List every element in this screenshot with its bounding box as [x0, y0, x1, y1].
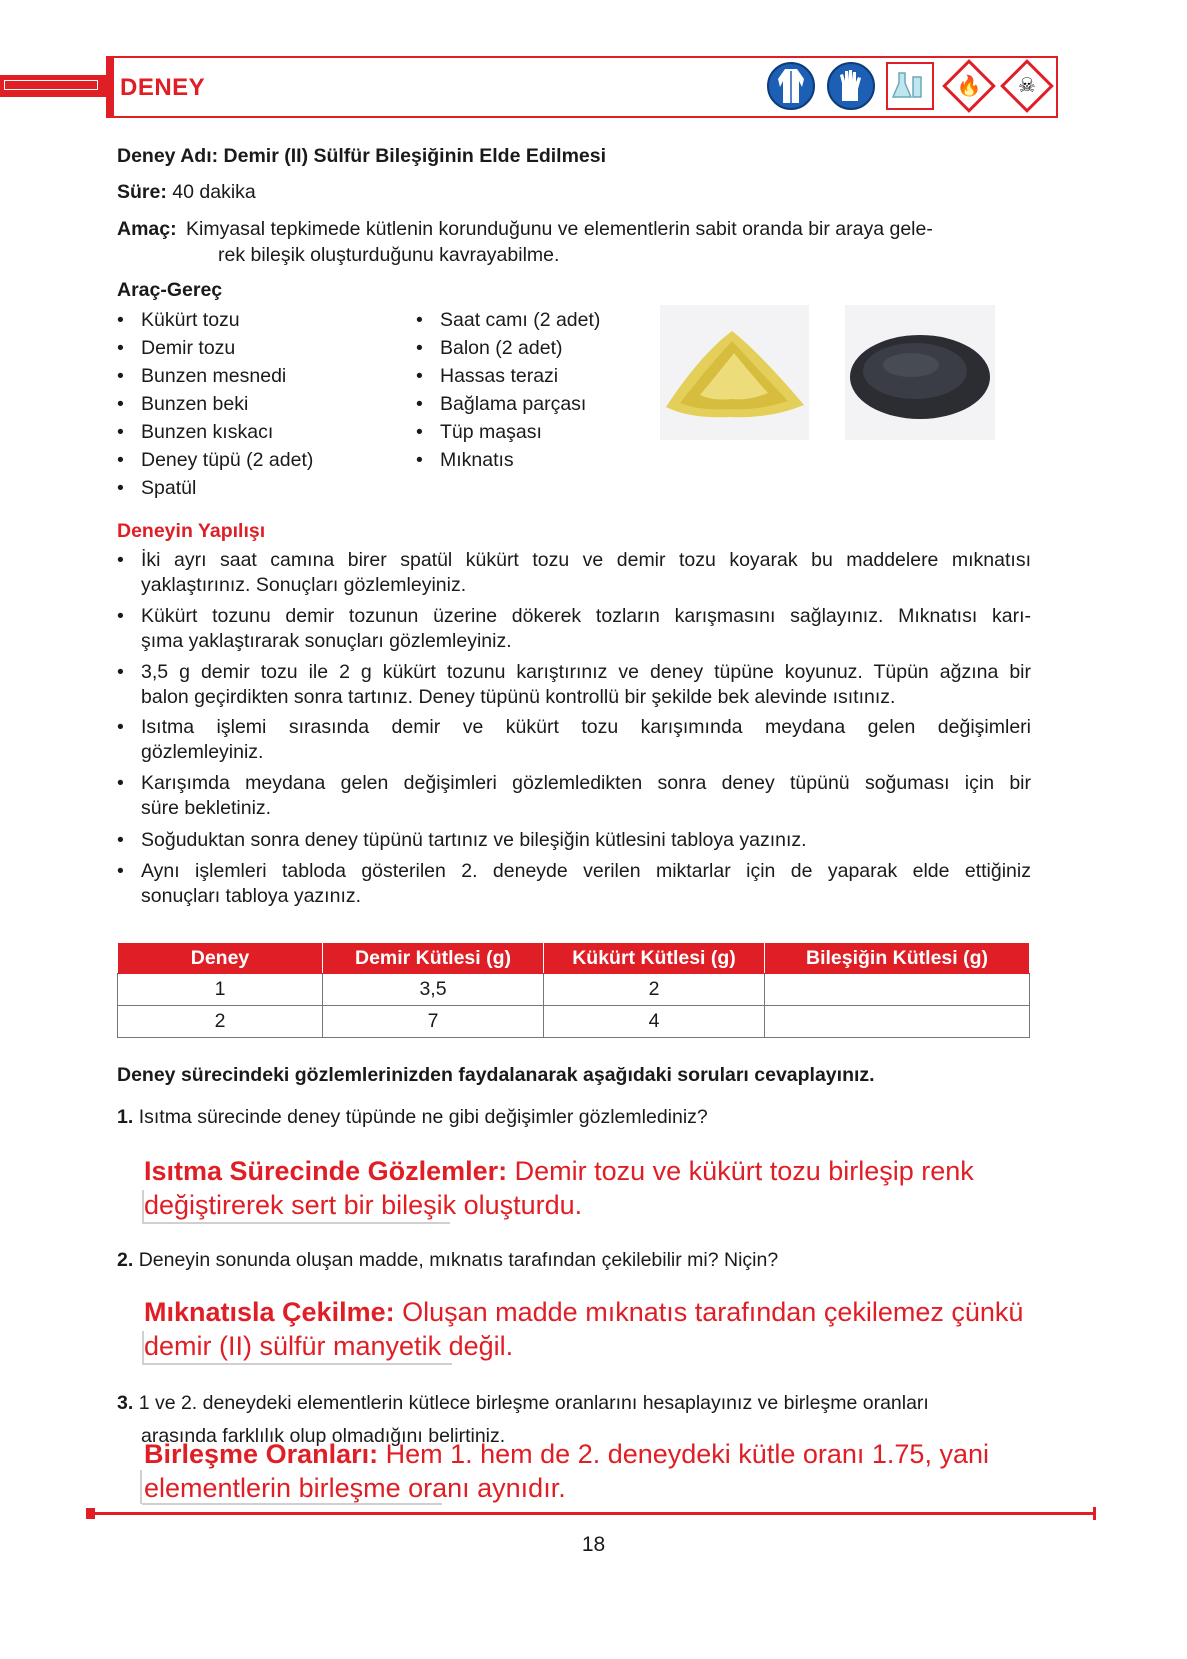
table-cell: 2: [544, 974, 765, 1006]
bullet: •: [416, 393, 423, 415]
page-number: 18: [581, 1533, 606, 1556]
bullet: •: [416, 365, 423, 387]
procedure-step-text: Aynı işlemleri tabloda gösterilen 2. deneyde verilen miktarlar için de yaparak elde ettiğiniz: [141, 860, 1031, 882]
bullet: •: [416, 309, 423, 331]
answer-label: Birleşme Oranları:: [144, 1439, 379, 1469]
list-item-label: Deney tüpü (2 adet): [141, 449, 314, 471]
question-1: [117, 1104, 708, 1130]
answer-label: Mıknatısla Çekilme:: [144, 1297, 395, 1327]
table-cell: 3,5: [323, 974, 544, 1006]
question-text: 1 ve 2. deneydeki elementlerin kütlece birleşme oranlarını hesaplayınız ve birleşme oranları: [138, 1392, 929, 1414]
question-number: 3.: [117, 1392, 134, 1414]
bullet: •: [117, 860, 124, 882]
list-item-label: Bunzen beki: [141, 393, 249, 415]
procedure-step-text: Isıtma işlemi sırasında demir ve kükürt tozu karışımında meydana gelen değişimleri: [141, 716, 1031, 738]
procedure-step: [117, 604, 1031, 654]
procedure-step: [117, 660, 1031, 710]
bullet: •: [117, 449, 124, 471]
table-header-row: [118, 943, 1030, 974]
answer-label: Isıtma Sürecinde Gözlemler:: [144, 1156, 508, 1186]
flammable-icon: 🔥: [945, 62, 993, 110]
table-cell: 2: [118, 1006, 323, 1038]
answer-underline: [142, 1363, 452, 1365]
table-header-cell: Demir Kütlesi (g): [323, 943, 544, 974]
table-header-cell: Bileşiğin Kütlesi (g): [765, 943, 1030, 974]
list-item-label: Saat camı (2 adet): [440, 309, 601, 331]
procedure-step: [117, 548, 1031, 598]
procedure-step-text: 3,5 g demir tozu ile 2 g kükürt tozunu karıştırınız ve deney tüpüne koyunuz. Tüpün ağzına bir: [141, 661, 1031, 683]
list-item-label: Bunzen kıskacı: [141, 421, 274, 443]
bullet: •: [416, 449, 423, 471]
duration-value: 40 dakika: [172, 181, 256, 203]
answer-3: [144, 1437, 989, 1505]
question-number: 2.: [117, 1249, 134, 1271]
question-number: 1.: [117, 1106, 134, 1128]
question-text: Isıtma sürecinde deney tüpünde ne gibi değişimler gözlemlediniz?: [138, 1106, 708, 1128]
bullet: •: [117, 829, 124, 851]
procedure-step: [117, 771, 1031, 821]
list-item-label: Bağlama parçası: [440, 393, 587, 415]
list-item-label: Spatül: [141, 477, 197, 499]
answer-underline-tick: [142, 1190, 144, 1224]
bullet: •: [117, 772, 124, 794]
materials-heading: Araç-Gereç: [117, 279, 223, 301]
answer-underline: [142, 1503, 442, 1505]
bullet: •: [117, 477, 124, 499]
toxic-icon: ☠: [1003, 62, 1051, 110]
question-3-line2: arasında farklılık olup olmadığını belirtiniz.: [141, 1425, 506, 1447]
table-header-cell: Deney: [118, 943, 323, 974]
answer-underline: [142, 1222, 450, 1224]
answer-text: demir (II) sülfür manyetik değil.: [144, 1331, 514, 1361]
questions-intro: Deney sürecindeki gözlemlerinizden faydalanarak aşağıdaki soruları cevaplayınız.: [117, 1064, 875, 1086]
list-item-label: Kükürt tozu: [141, 309, 240, 331]
answer-text: değiştirerek sert bir bileşik oluşturdu.: [144, 1190, 583, 1220]
bullet: •: [117, 337, 124, 359]
duration-label: Süre:: [117, 181, 167, 203]
procedure-heading: Deneyin Yapılışı: [117, 520, 266, 542]
list-item-label: Demir tozu: [141, 337, 236, 359]
table-cell: [765, 974, 1030, 1006]
data-table: [117, 942, 1030, 1038]
bullet: •: [117, 549, 124, 571]
table-cell: [765, 1006, 1030, 1038]
table-row: [118, 974, 1030, 1006]
bullet: •: [117, 309, 124, 331]
duration-line: [117, 179, 256, 205]
footer-rule: [90, 1512, 1096, 1515]
section-title: DENEY: [120, 74, 206, 101]
answer-1: [144, 1154, 974, 1222]
aim-label: Amaç:: [117, 218, 177, 240]
list-item-label: Mıknatıs: [440, 449, 514, 471]
table-header-cell: Kükürt Kütlesi (g): [544, 943, 765, 974]
table-cell: 7: [323, 1006, 544, 1038]
bullet: •: [117, 393, 124, 415]
list-item-label: Balon (2 adet): [440, 337, 563, 359]
procedure-step: [117, 715, 1031, 765]
table-row: [118, 1006, 1030, 1038]
answer-text: elementlerin birleşme oranı aynıdır.: [144, 1473, 566, 1503]
procedure-step-text: şıma yaklaştırarak sonuçları gözlemleyiniz.: [141, 630, 512, 652]
procedure-step-text: yaklaştırınız. Sonuçları gözlemleyiniz.: [141, 574, 467, 596]
list-item-label: Tüp maşası: [440, 421, 542, 443]
sulfur-powder-image: [660, 305, 809, 440]
bullet: •: [117, 661, 124, 683]
table-cell: 4: [544, 1006, 765, 1038]
bullet: •: [416, 421, 423, 443]
answer-underline-tick: [140, 1470, 142, 1504]
procedure-step-text: gözlemleyiniz.: [141, 741, 264, 763]
bullet: •: [117, 421, 124, 443]
answer-2: [144, 1295, 1023, 1363]
procedure-step-text: Karışımda meydana gelen değişimleri gözlemledikten sonra deney tüpünü soğuması için bir: [141, 772, 1031, 794]
aim-text-line1: Kimyasal tepkimede kütlenin korunduğunu ve elementlerin sabit oranda bir araya gele-: [186, 218, 933, 240]
aim-text-line2: rek bileşik oluşturduğunu kavrayabilme.: [218, 244, 560, 266]
bullet: •: [117, 605, 124, 627]
procedure-step-text: balon geçirdikten sonra tartınız. Deney tüpünü kontrollü bir şekilde bek alevinde ısıtınız.: [141, 686, 896, 708]
header-accent-inner: [4, 80, 98, 90]
experiment-name: Deney Adı: Demir (II) Sülfür Bileşiğinin Elde Edilmesi: [117, 145, 607, 167]
list-item-label: Hassas terazi: [440, 365, 559, 387]
procedure-step-text: Kükürt tozunu demir tozunun üzerine dökerek tozların karışmasını sağlayınız. Mıknatısı karı-: [141, 605, 1031, 627]
lab-coat-icon: [767, 62, 815, 110]
iron-powder-image: [845, 305, 995, 440]
answer-text: Hem 1. hem de 2. deneydeki kütle oranı 1.75, yani: [378, 1439, 989, 1469]
question-3-line1: [117, 1390, 929, 1416]
answer-text: Oluşan madde mıknatıs tarafından çekilemez çünkü: [394, 1297, 1024, 1327]
question-2: [117, 1247, 778, 1273]
procedure-step-text: Soğuduktan sonra deney tüpünü tartınız ve bileşiğin kütlesini tabloya yazınız.: [141, 829, 807, 851]
answer-text: Demir tozu ve kükürt tozu birleşip renk: [507, 1156, 974, 1186]
list-item-label: Bunzen mesnedi: [141, 365, 287, 387]
procedure-step-text: süre bekletiniz.: [141, 797, 272, 819]
question-text: Deneyin sonunda oluşan madde, mıknatıs tarafından çekilebilir mi? Niçin?: [138, 1249, 779, 1271]
glassware-icon: [886, 62, 934, 110]
bullet: •: [117, 365, 124, 387]
footer-rule-cap-right: [1093, 1507, 1096, 1520]
bullet: •: [416, 337, 423, 359]
table-cell: 1: [118, 974, 323, 1006]
gloves-icon: [827, 62, 875, 110]
footer-rule-cap-left: [86, 1508, 95, 1519]
bullet: •: [117, 716, 124, 738]
procedure-step: [117, 859, 1031, 909]
procedure-step-text: İki ayrı saat camına birer spatül kükürt tozu ve demir tozu koyarak bu maddelere mıknatısı: [141, 549, 1031, 571]
procedure-step-text: sonuçları tabloya yazınız.: [141, 885, 362, 907]
answer-underline-tick: [142, 1331, 144, 1365]
procedure-step: [117, 828, 1031, 853]
